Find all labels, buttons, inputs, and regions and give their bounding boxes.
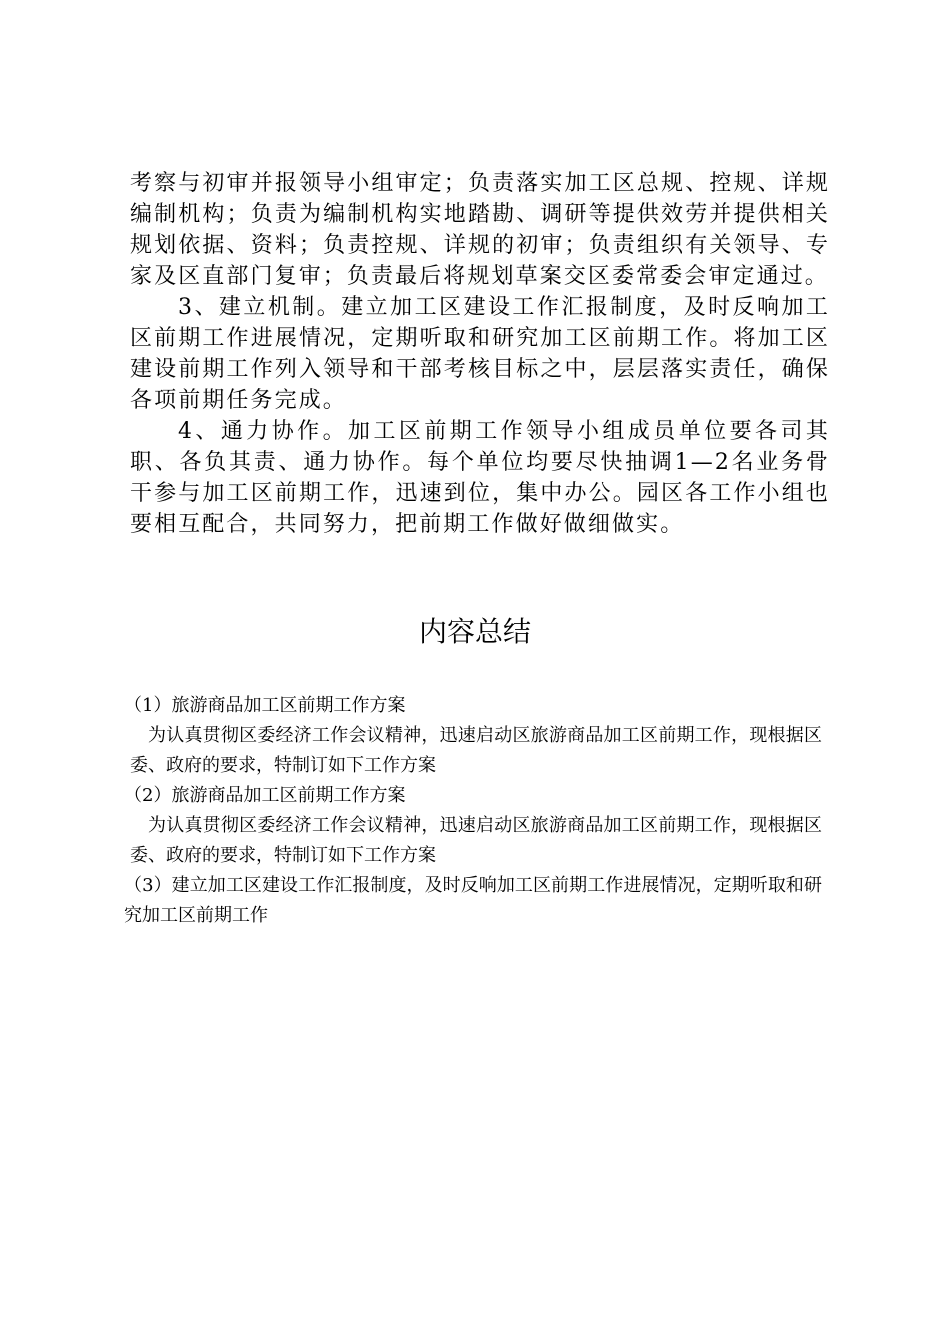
body-text [130,168,830,540]
summary-item-1-heading: （1）旅游商品加工区前期工作方案 [124,695,406,716]
summary-item-2-heading: （2）旅游商品加工区前期工作方案 [124,785,406,806]
paragraph-mechanism: 3、建立机制。建立加工区建设工作汇报制度，及时反响加工区前期工作进展情况，定期听取和研究加工区前期工作。将加工区建设前期工作列入领导和干部考核目标之中，层层落实责任，确保各项前期任务完成。 [130,295,830,413]
summary-item-3-heading: （3）建立加工区建设工作汇报制度，及时反响加工区前期工作进展情况，定期听取和研究加工区前期工作 [124,875,822,926]
paragraph-continuation: 考察与初审并报领导小组审定；负责落实加工区总规、控规、详规编制机构；负责为编制机构实地踏勘、调研等提供效劳并提供相关规划依据、资料；负责控规、详规的初审；负责组织有关领导、专家及区直部门复审；负责最后将规划草案交区委常委会审定通过。 [130,171,830,289]
summary-list [124,691,822,931]
summary-item-2-body: 为认真贯彻区委经济工作会议精神，迅速启动区旅游商品加工区前期工作，现根据区委、政府的要求，特制订如下工作方案 [130,815,822,866]
summary-title: 内容总结 [418,615,531,648]
summary-item-1-body: 为认真贯彻区委经济工作会议精神，迅速启动区旅游商品加工区前期工作，现根据区委、政府的要求，特制订如下工作方案 [130,725,822,776]
paragraph-cooperation: 4、通力协作。加工区前期工作领导小组成员单位要各司其职、各负其责、通力协作。每个单位均要尽快抽调1—2名业务骨干参与加工区前期工作，迅速到位，集中办公。园区各工作小组也要相互配合，共同努力，把前期工作做好做细做实。 [130,419,830,537]
